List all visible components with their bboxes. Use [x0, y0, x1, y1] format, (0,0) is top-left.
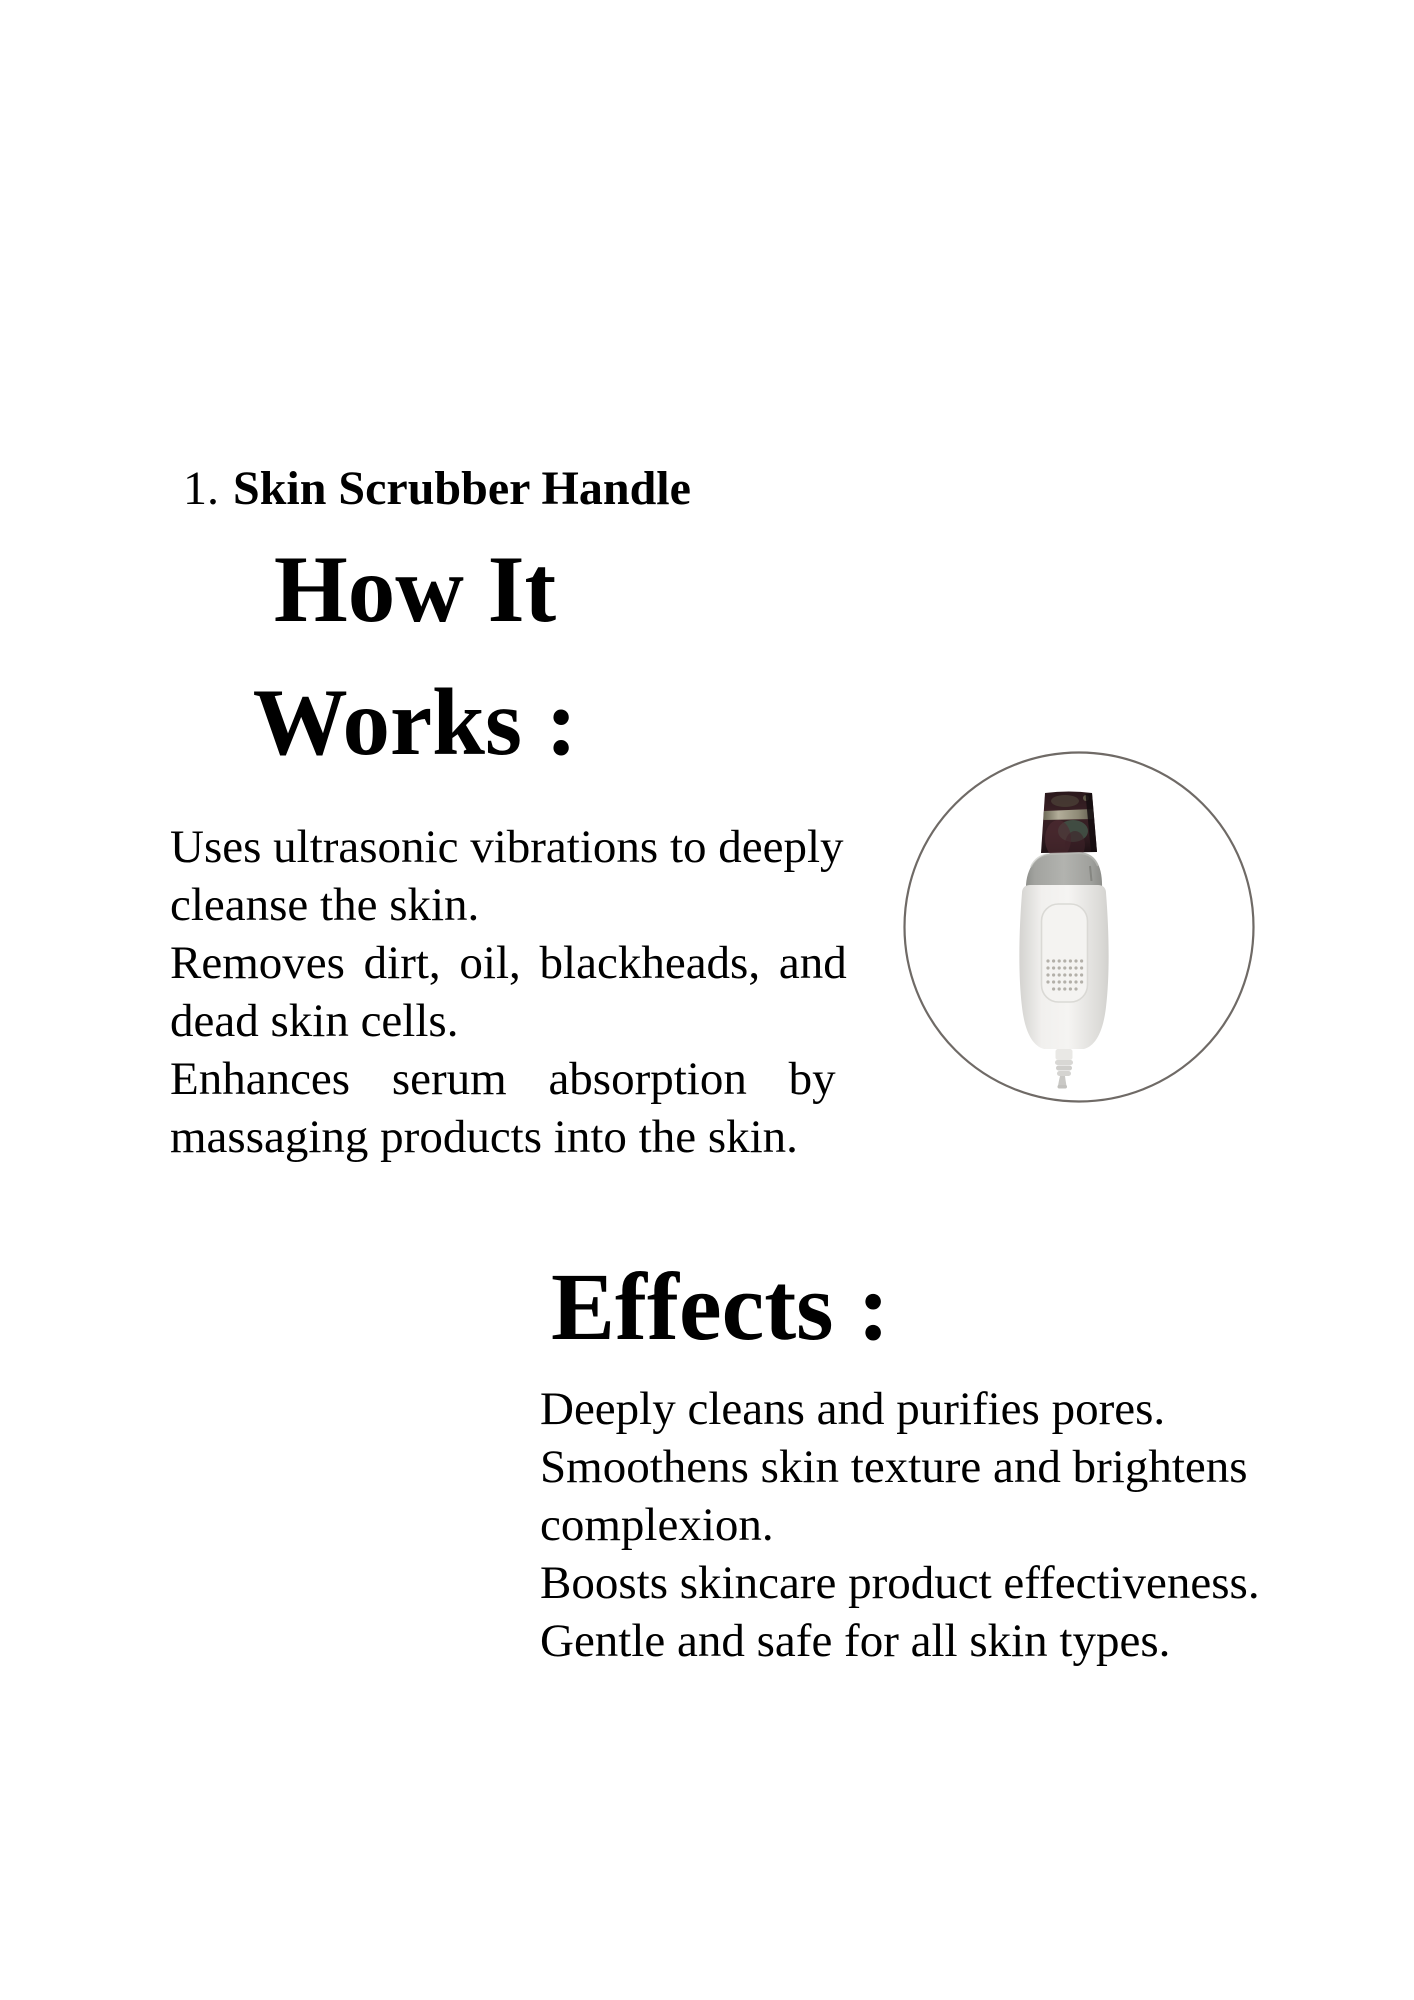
- section-heading: [183, 460, 691, 518]
- effects-line: Smoothens skin texture and brightens: [540, 1441, 1248, 1493]
- how-it-works-body: [170, 818, 847, 1166]
- effects-line: Gentle and safe for all skin types.: [540, 1615, 1171, 1667]
- effects-line: Boosts skincare product effectiveness.: [540, 1557, 1260, 1609]
- scrubber-panel: [1042, 904, 1088, 1002]
- body-line: Removes dirt, oil, blackheads, and: [170, 937, 847, 989]
- effects-title: Effects :: [551, 1253, 890, 1360]
- how-it-works-title: [130, 523, 700, 789]
- scrubber-body: [1019, 885, 1108, 1049]
- scrubber-cable: [1055, 1049, 1073, 1089]
- effects-line: complexion.: [540, 1499, 774, 1551]
- body-line: Uses ultrasonic vibrations to deeply: [170, 821, 844, 873]
- body-line: dead skin cells.: [170, 995, 459, 1047]
- effects-body: [540, 1380, 1260, 1670]
- scrubber-blade: [1041, 792, 1097, 860]
- body-line: massaging products into the skin.: [170, 1111, 798, 1163]
- how-it-works-title-line1: How It: [273, 536, 557, 642]
- how-it-works-title-line2: Works :: [252, 669, 578, 775]
- effects-line: Deeply cleans and purifies pores.: [540, 1383, 1166, 1435]
- skin-scrubber-device-photo: [879, 727, 1279, 1127]
- section-number: 1.: [183, 462, 219, 515]
- body-line: Enhances serum absorption by: [170, 1053, 836, 1105]
- section-title: Skin Scrubber Handle: [233, 462, 691, 515]
- body-line: cleanse the skin.: [170, 879, 480, 931]
